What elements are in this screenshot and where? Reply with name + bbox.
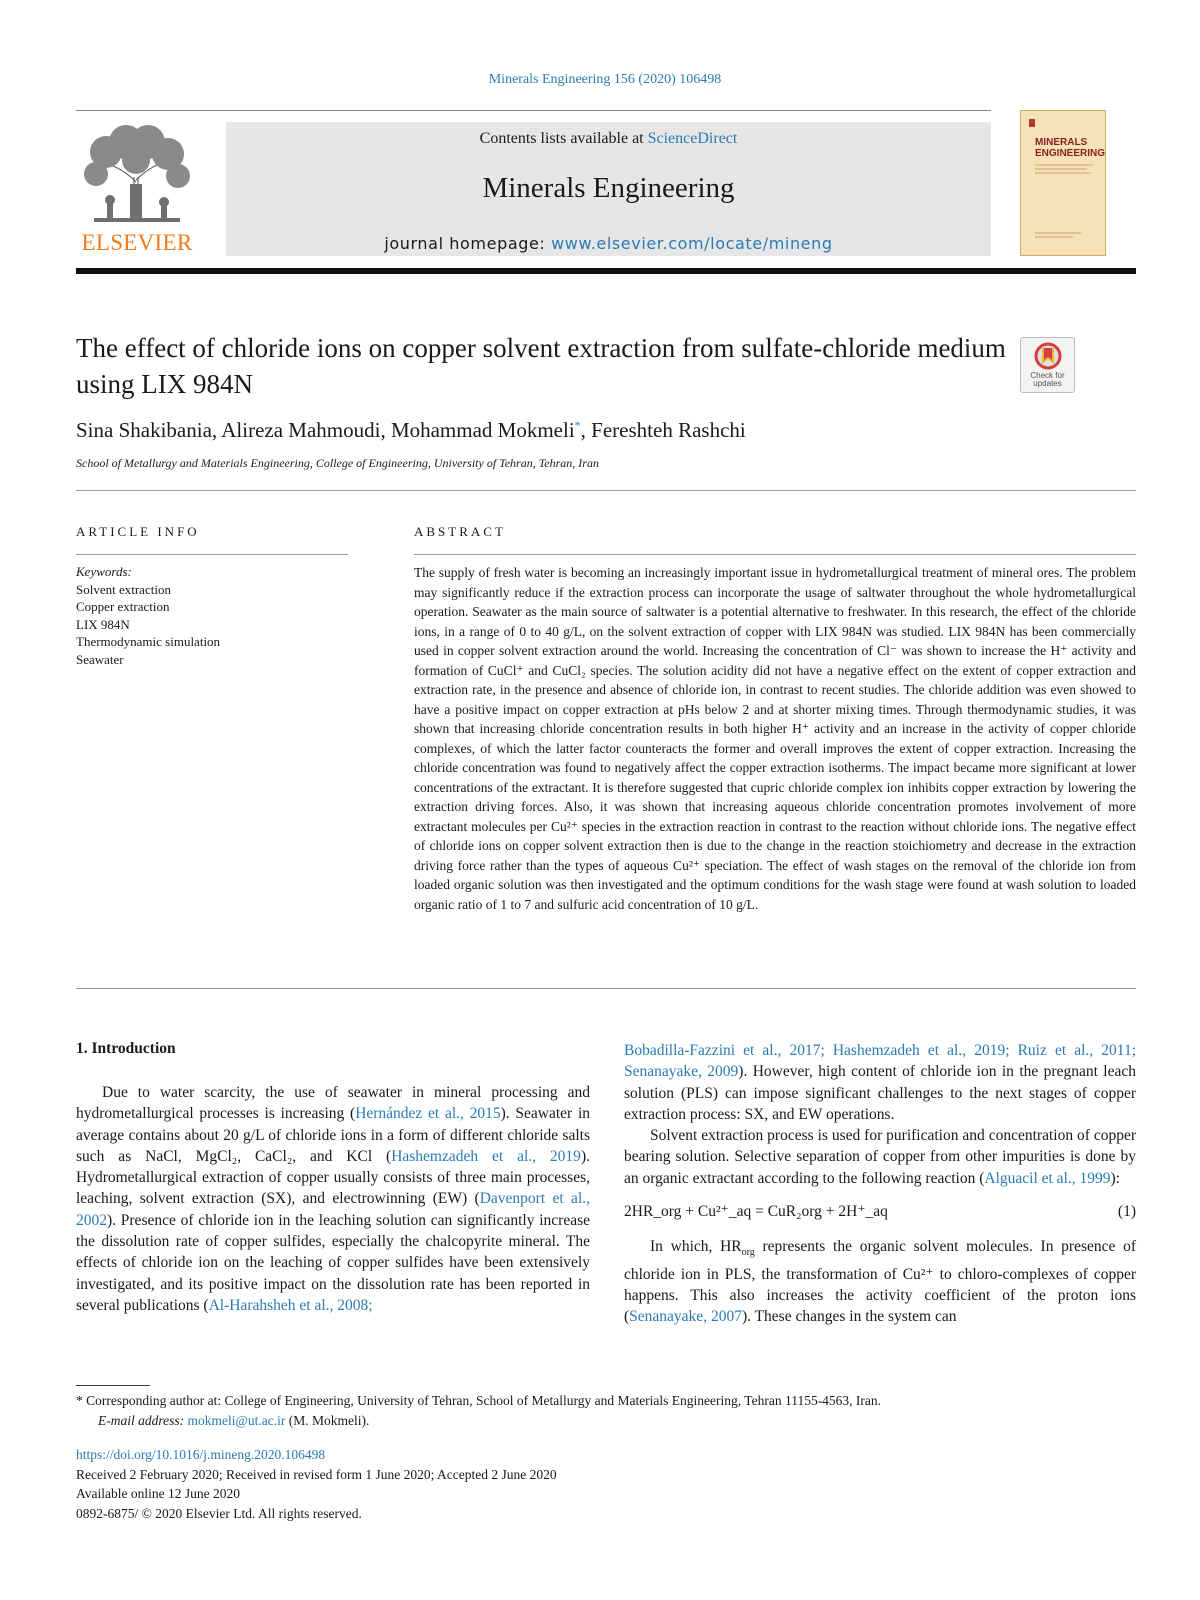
intro-paragraph-3: [624, 1236, 1136, 1327]
citation-link[interactable]: Al-Harahsheh et al., 2008;: [208, 1296, 373, 1314]
body-text: ). Presence of chloride ion in the leaching solution can significantly increase the dissolution rate of copper sulfides, especially the chalcopyrite mineral. The effects of chloride ion on the leaching of copper sulfides have been extensively investigated, and its positive impact on the dissolution rate has been reported in several publications (: [76, 1211, 590, 1314]
header-rule: [76, 110, 991, 111]
elsevier-tree-icon: [76, 122, 198, 226]
contents-line: [226, 130, 991, 148]
email-line: [76, 1411, 1136, 1431]
abstract-rule: [414, 554, 1136, 555]
available-online: Available online 12 June 2020: [76, 1486, 240, 1501]
citation-link[interactable]: Bobadilla-Fazzini et al., 2017; Hashemzadeh et al., 2019; Ruiz et al., 2011; Senanayake, 2009: [624, 1042, 1136, 1081]
citation-link[interactable]: Davenport et al., 2002: [76, 1190, 590, 1229]
received-dates: Received 2 February 2020; Received in revised form 1 June 2020; Accepted 2 June 2020: [76, 1466, 557, 1482]
equation-1: [624, 1201, 1136, 1222]
paper-title: The effect of chloride ions on copper solvent extraction from sulfate-chloride medium using LIX 984N: [76, 333, 1006, 399]
equation-number: (1): [1117, 1203, 1136, 1221]
keywords-label: Keywords:: [76, 564, 132, 579]
authors-first: Sina Shakibania, Alireza Mahmoudi, Mohammad Mokmeli: [76, 418, 575, 442]
check-for-updates-label: [1021, 372, 1074, 388]
intro-paragraph-1-continued: [624, 1040, 1136, 1125]
check-label-line-1: Check for: [1030, 371, 1065, 380]
abstract-heading: ABSTRACT: [414, 524, 506, 539]
body-text: ). However, high content of chloride ion in the pregnant leach solution (PLS) can impose significant challenges to the next stages of copper extraction process: SX, and EW operations.: [624, 1063, 1136, 1123]
contents-prefix: Contents lists available at: [479, 130, 648, 147]
authors-last: , Fereshteh Rashchi: [580, 418, 746, 442]
article-info-rule: [76, 554, 348, 555]
check-for-updates-button[interactable]: [1020, 337, 1075, 393]
body-text: ). These changes in the system can: [741, 1308, 957, 1326]
citation-link[interactable]: Hashemzadeh et al., 2019: [391, 1147, 581, 1165]
corresponding-author-text: * Corresponding author at: College of Engineering, University of Tehran, School of Metallurgy and Materials Engineering, Tehran 11155-4563, Iran.: [76, 1393, 882, 1408]
check-for-updates-icon: [1021, 338, 1076, 372]
body-text: represents the organic solvent molecules. In presence of chloride ion in PLS, the transformation of Cu²⁺ to chloro-complexes of copper happens. This also increases the activity coefficient of the proton ions (: [624, 1238, 1137, 1326]
intro-paragraph-1: [76, 1082, 590, 1316]
email-suffix: (M. Mokmeli).: [285, 1412, 370, 1428]
cover-title-line-2: ENGINEERING: [1035, 148, 1106, 159]
keyword-item: Thermodynamic simulation: [76, 634, 221, 650]
corresponding-author-mark[interactable]: *: [574, 418, 581, 432]
section-heading-introduction: 1. Introduction: [76, 1040, 176, 1057]
homepage-prefix: journal homepage:: [384, 234, 552, 253]
body-column-right: [624, 1040, 1136, 1328]
body-text: Solvent extraction process is used for purification and concentration of copper bearing solution. Selective separation of copper from other impurities is done by an organic extractant according to the following reaction (: [624, 1127, 1136, 1187]
equation-body: 2HR_org + Cu²⁺_aq = CuR₂org + 2H⁺_aq: [624, 1203, 888, 1221]
citation-link[interactable]: Hernández et al., 2015: [355, 1105, 501, 1123]
citation-link[interactable]: Senanayake, 2007: [629, 1308, 742, 1326]
copyright: 0892-6875/ © 2020 Elsevier Ltd. All rights reserved.: [76, 1505, 362, 1521]
journal-banner: [226, 122, 991, 256]
elsevier-logo[interactable]: [76, 122, 198, 256]
author-list: [76, 418, 746, 443]
keyword-item: Seawater: [76, 651, 124, 667]
cover-decoration: [1021, 111, 1107, 257]
homepage-link[interactable]: www.elsevier.com/locate/mineng: [551, 234, 833, 253]
cover-title-line-1: MINERALS: [1035, 137, 1088, 148]
intro-paragraph-2: [624, 1125, 1136, 1189]
journal-cover-thumbnail[interactable]: [1020, 110, 1106, 256]
body-text: In which, HR: [650, 1238, 742, 1256]
email-link[interactable]: mokmeli@ut.ac.ir: [187, 1412, 286, 1428]
footnote-rule: [76, 1385, 150, 1386]
homepage-line: [226, 234, 991, 253]
doi-link[interactable]: https://doi.org/10.1016/j.mineng.2020.106498: [76, 1447, 326, 1462]
subscript-text: org: [741, 1247, 755, 1259]
keyword-item: LIX 984N: [76, 616, 130, 632]
body-column-left: [76, 1082, 590, 1316]
check-label-line-2: updates: [1033, 379, 1062, 388]
email-label: E-mail address:: [98, 1412, 188, 1428]
keyword-item: Solvent extraction: [76, 581, 171, 597]
body-text: ). Seawater in average contains about 20 g/L of chloride ions in a form of different chloride salts such as NaCl, MgCl₂, CaCl₂, and KCl (: [76, 1105, 590, 1165]
body-text: ):: [1110, 1169, 1120, 1187]
body-text: Due to water scarcity, the use of seawater in mineral processing and hydrometallurgical processes is increasing (: [76, 1084, 590, 1123]
sciencedirect-link[interactable]: ScienceDirect: [647, 130, 738, 147]
abstract-text: The supply of fresh water is becoming an increasingly important issue in hydrometallurgical treatment of mineral ores. The problem may significantly reduce if the extraction process can incorporate the usage of saltwater throughout the whole hydrometallurgical operation. Seawater as the main source of saltwater is a potential alternative to freshwater. In this research, the effect of the chloride ions, in a range of 0 to 40 g/L, on the solvent extraction of copper with LIX 984N was studied. LIX 984N has been commercially used in copper solvent extraction around the world. Increasing the concentration of Cl⁻ was shown to increase the H⁺ activity and formation of CuCl⁺ and CuCl₂ species. The solution acidity did not have a negative effect on the extent of copper extraction and extraction rate, in the presence and absence of chloride ion, in contrast to recent studies. The chloride addition was even showed to have a positive impact on copper extraction at pHs below 2 and at shorter mixing times. Through thermodynamic studies, it was shown that increasing chloride concentration results in both higher H⁺ activity and an increase in the activity of copper chloride complexes, of which the latter factor counteracts the former and overall improves the extent of copper extraction. Increasing the chloride concentration was found to negatively affect the copper extraction isotherms. The impact became more significant at lower concentrations of the extractant. It is therefore suggested that cupric chloride complex ion inhibits copper extraction by lowering the extraction driving forces. Also, it was shown that increasing aqueous chloride concentration promotes involvement of more extractant molecules per Cu²⁺ species in the extraction reaction in contrast to the reaction without chloride ions. The negative effect of chloride ions on copper solvent extraction then is due to the change in the reaction stoichiometry and decrease in the extraction driving force rather than the types of aqueous Cu²⁺ speciation. The effect of wash stages on the removal of the chloride ion from loaded organic solution was then investigated and the optimum conditions for the wash stage were found at wash solution to loaded organic ratio of 1 to 7 and sulfuric acid concentration of 10 g/L.: [414, 565, 1136, 912]
title-rule: [76, 490, 1136, 491]
article-info-heading: ARTICLE INFO: [76, 524, 200, 539]
keywords-block: [76, 563, 220, 669]
keyword-item: Copper extraction: [76, 599, 170, 615]
publication-info: [76, 1445, 557, 1523]
journal-name: Minerals Engineering: [482, 172, 735, 204]
header-thick-rule: [76, 268, 1136, 274]
affiliation: School of Metallurgy and Materials Engineering, College of Engineering, University of Tehran, Tehran, Iran: [76, 456, 599, 470]
publisher-logo-text: ELSEVIER: [81, 230, 193, 255]
citation-link[interactable]: Alguacil et al., 1999: [984, 1169, 1111, 1187]
journal-reference-link[interactable]: Minerals Engineering 156 (2020) 106498: [488, 72, 722, 87]
corresponding-author-footnote: [76, 1391, 1136, 1430]
abstract-bottom-rule: [76, 988, 1136, 989]
body-text: ). Hydrometallurgical extraction of copper usually consists of three main processes, leaching, solvent extraction (SX), and electrowinning (EW) (: [76, 1147, 590, 1208]
